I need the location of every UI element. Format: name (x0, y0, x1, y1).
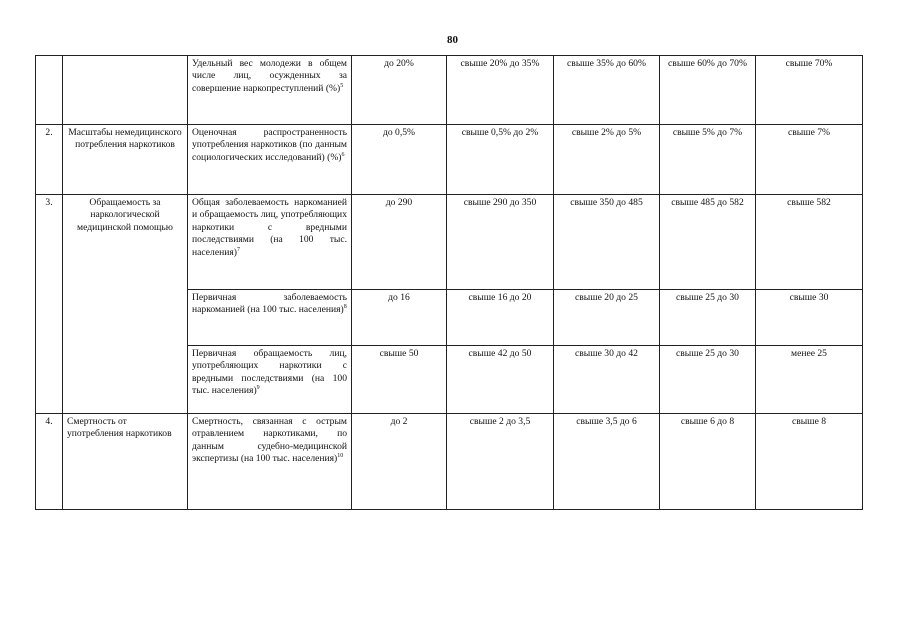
page-number: 80 (447, 34, 458, 46)
value-cell: до 0,5% (352, 125, 447, 195)
indicator-text: Общая заболеваемость наркоманией и обращаемость лиц, употребляющих наркотики с вредными последствиями (на 100 тыс. населения) (192, 197, 347, 258)
table-row (36, 125, 863, 195)
value-cell: свыше 20 до 25 (554, 290, 660, 346)
indicator-cell (188, 414, 352, 510)
footnote-mark: 5 (340, 82, 344, 89)
value-cell: свыше 30 (756, 290, 863, 346)
value-cell: свыше 485 до 582 (660, 195, 756, 290)
section-name: Масштабы немедицинского потребления наркотиков (63, 125, 188, 195)
value-cell: свыше 582 (756, 195, 863, 290)
indicator-cell (188, 56, 352, 125)
table-row (36, 195, 863, 290)
value-cell: свыше 2% до 5% (554, 125, 660, 195)
footnote-mark: 8 (343, 304, 347, 311)
indicator-text: Удельный вес молодежи в общем числе лиц, осужденных за совершение наркопреступлений (%) (192, 58, 347, 94)
value-cell: до 20% (352, 56, 447, 125)
footnote-mark: 7 (236, 246, 240, 253)
indicator-text: Первичная заболеваемость наркоманией (на 100 тыс. населения) (192, 292, 347, 316)
value-cell: свыше 2 до 3,5 (447, 414, 554, 510)
value-cell: свыше 50 (352, 346, 447, 414)
value-cell: свыше 0,5% до 2% (447, 125, 554, 195)
value-cell: свыше 42 до 50 (447, 346, 554, 414)
indicator-text: Первичная обращаемость лиц, употребляющих наркотики с вредными последствиями (на 100 тыс. населения) (192, 348, 347, 397)
value-cell: до 290 (352, 195, 447, 290)
row-number (36, 56, 63, 125)
section-name (63, 56, 188, 125)
section-name: Смертность от употребления наркотиков (63, 414, 188, 510)
row-number: 3. (36, 195, 63, 414)
footnote-mark: 6 (341, 151, 345, 158)
indicator-text: Смертность, связанная с острым отравлением наркотиками, по данным судебно-медицинской экспертизы (на 100 тыс. населения) (192, 416, 347, 465)
value-cell: свыше 25 до 30 (660, 346, 756, 414)
footnote-mark: 9 (256, 385, 260, 392)
value-cell: свыше 350 до 485 (554, 195, 660, 290)
value-cell: свыше 7% (756, 125, 863, 195)
indicator-cell (188, 346, 352, 414)
indicator-cell (188, 195, 352, 290)
value-cell: свыше 6 до 8 (660, 414, 756, 510)
indicator-text: Оценочная распространенность употребления наркотиков (по данным социологических исследований) (%) (192, 127, 347, 163)
value-cell: свыше 60% до 70% (660, 56, 756, 125)
value-cell: свыше 20% до 35% (447, 56, 554, 125)
table-row (36, 56, 863, 125)
value-cell: до 2 (352, 414, 447, 510)
value-cell: свыше 16 до 20 (447, 290, 554, 346)
value-cell: свыше 5% до 7% (660, 125, 756, 195)
value-cell: менее 25 (756, 346, 863, 414)
value-cell: до 16 (352, 290, 447, 346)
value-cell: свыше 70% (756, 56, 863, 125)
value-cell: свыше 30 до 42 (554, 346, 660, 414)
table-row (36, 414, 863, 510)
value-cell: свыше 290 до 350 (447, 195, 554, 290)
indicator-cell (188, 290, 352, 346)
row-number: 4. (36, 414, 63, 510)
value-cell: свыше 3,5 до 6 (554, 414, 660, 510)
indicator-cell (188, 125, 352, 195)
value-cell: свыше 8 (756, 414, 863, 510)
value-cell: свыше 25 до 30 (660, 290, 756, 346)
indicator-table (35, 55, 863, 510)
row-number: 2. (36, 125, 63, 195)
value-cell: свыше 35% до 60% (554, 56, 660, 125)
footnote-mark: 10 (337, 453, 344, 460)
section-name: Обращаемость за наркологической медицинской помощью (63, 195, 188, 414)
